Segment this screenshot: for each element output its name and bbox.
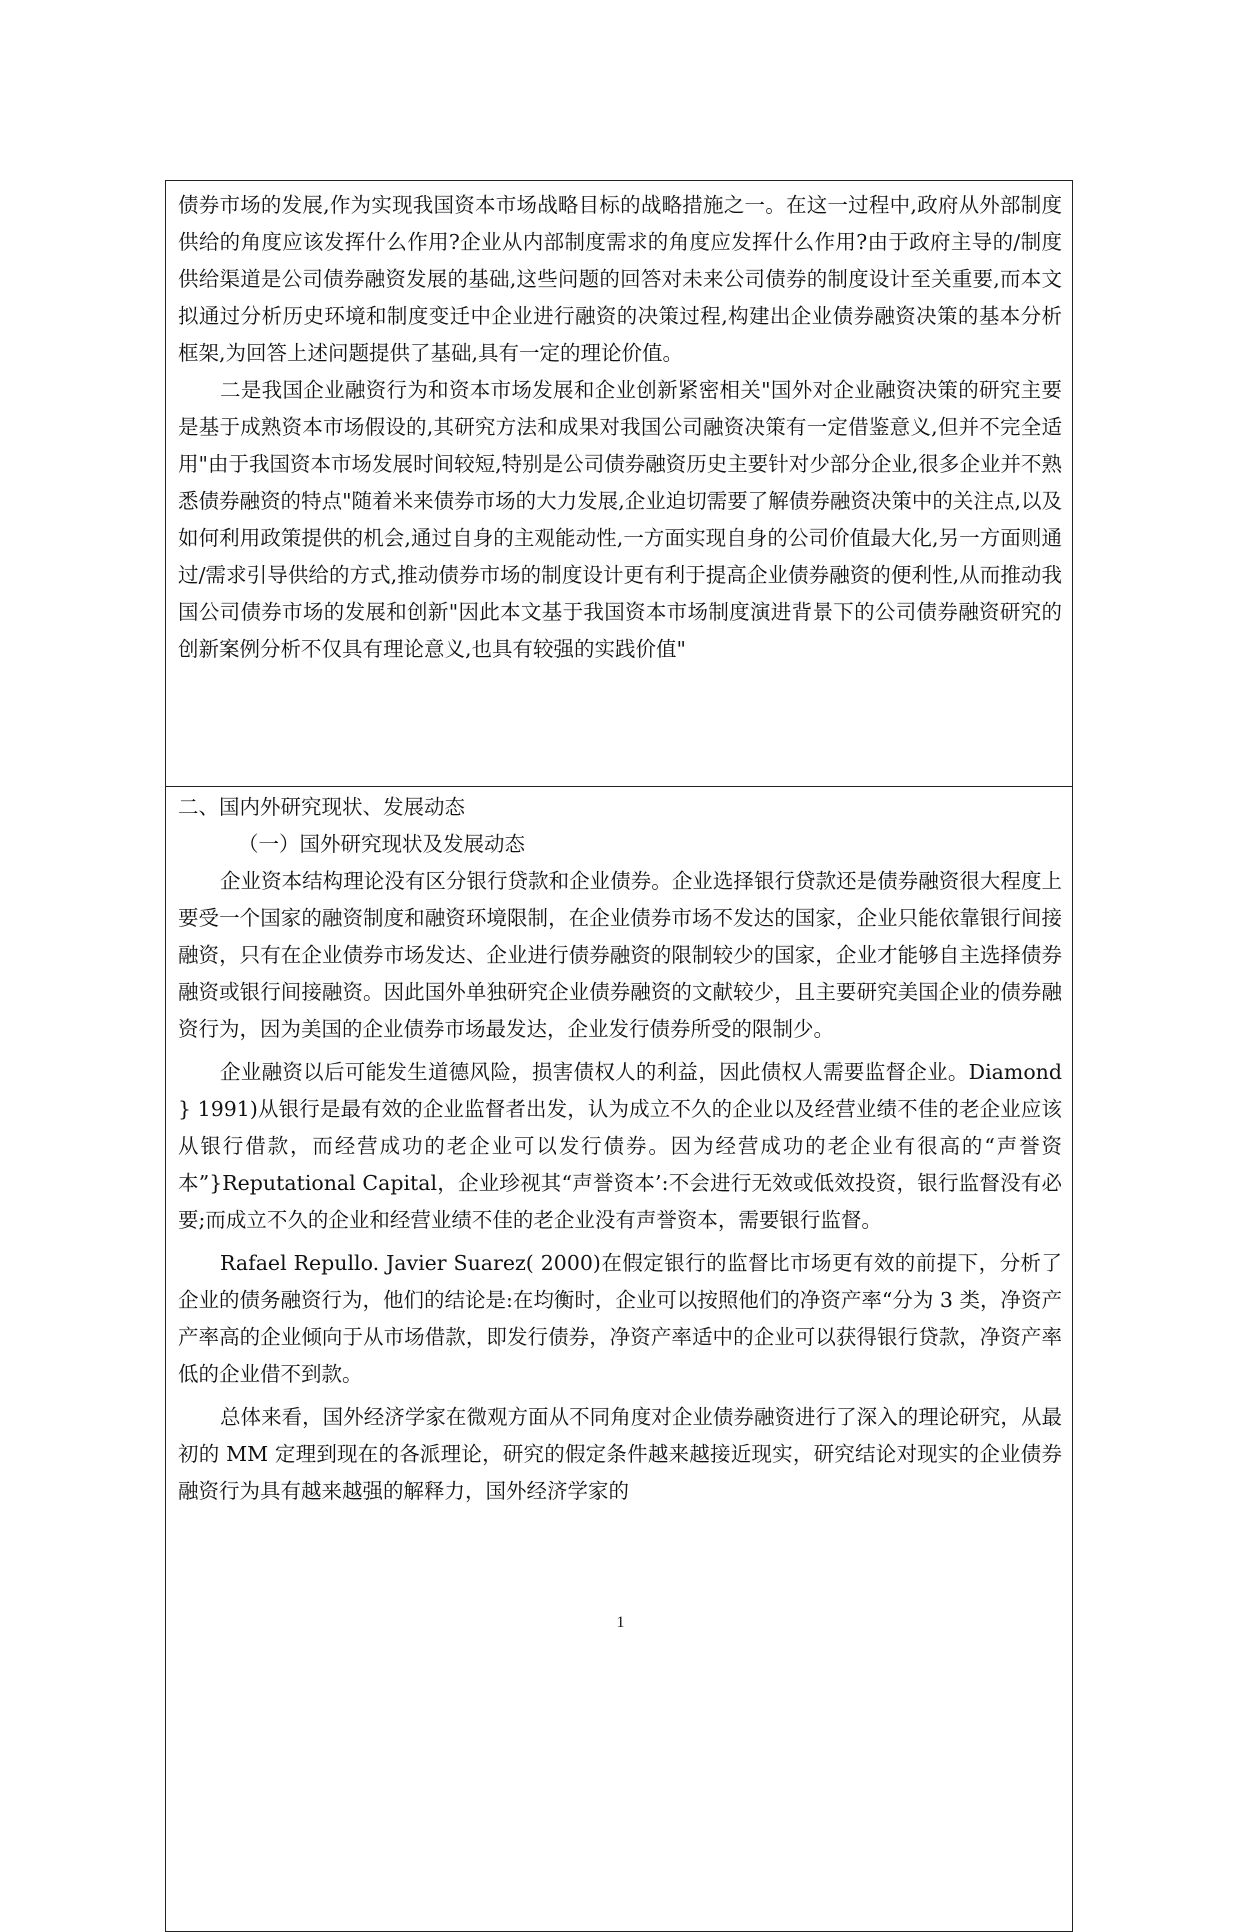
section-subheading: （一）国外研究现状及发展动态 [238,832,525,856]
paragraph: Rafael Repullo. Javier Suarez( 2000)在假定银行的监督比市场更有效的前提下，分析了企业的债务融资行为，他们的结论是:在均衡时，企业可以按照他们的净资产率“分为 3 类，净资产产率高的企业倾向于从市场借款，即发行债券，净资产率适中的企业可以获得银行贷款，净资产率低的企业借不到款。 [178,1251,1062,1386]
paragraph: 二是我国企业融资行为和资本市场发展和企业创新紧密相关"国外对企业融资决策的研究主要是基于成熟资本市场假设的,其研究方法和成果对我国公司融资决策有一定借鉴意义,但并不完全适用"由于我国资本市场发展时间较短,特别是公司债券融资历史主要针对少部分企业,很多企业并不熟悉债券融资的特点"随着米来债券市场的大力发展,企业迫切需要了解债券融资决策中的关注点,以及如何利用政策提供的机会,通过自身的主观能动性,一方面实现自身的公司价值最大化,另一方面则通过/需求引导供给的方式,推动债券市场的制度设计更有利于提高企业债券融资的便利性,从而推动我国公司债券市场的发展和创新"因此本文基于我国资本市场制度演进背景下的公司债券融资研究的创新案例分析不仅具有理论意义,也具有较强的实践价值" [178,378,1062,661]
paragraph: 总体来看，国外经济学家在微观方面从不同角度对企业债券融资进行了深入的理论研究，从最初的 MM 定理到现在的各派理论，研究的假定条件越来越接近现实，研究结论对现实的企业债券融资行为具有越来越强的解释力，国外经济学家的 [178,1405,1062,1503]
paragraph: 企业融资以后可能发生道德风险，损害债权人的利益，因此债权人需要监督企业。Diamond } 1991)从银行是最有效的企业监督者出发，认为成立不久的企业以及经营业绩不佳的老企业应该从银行借款，而经营成功的老企业可以发行债券。因为经营成功的老企业有很高的“声誉资本”}Reputational Capital，企业珍视其“声誉资本’:不会进行无效或低效投资，银行监督没有必要;而成立不久的企业和经营业绩不佳的老企业没有声誉资本，需要银行监督。 [178,1060,1062,1232]
paragraph: 债券市场的发展,作为实现我国资本市场战略目标的战略措施之一。在这一过程中,政府从外部制度供给的角度应该发挥什么作用?企业从内部制度需求的角度应发挥什么作用?由于政府主导的/制度供给渠道是公司债券融资发展的基础,这些问题的回答对未来公司债券的制度设计至关重要,而本文拟通过分析历史环境和制度变迁中企业进行融资的决策过程,构建出企业债券融资决策的基本分析框架,为回答上述问题提供了基础,具有一定的理论价值。 [178,193,1062,365]
section-heading: 二、国内外研究现状、发展动态 [178,795,465,819]
page-number: 1 [616,1614,625,1631]
paragraph: 企业资本结构理论没有区分银行贷款和企业债券。企业选择银行贷款还是债券融资很大程度上要受一个国家的融资制度和融资环境限制，在企业债券市场不发达的国家，企业只能依靠银行间接融资，只有在企业债券市场发达、企业进行债券融资的限制较少的国家，企业才能够自主选择债券融资或银行间接融资。因此国外单独研究企业债券融资的文献较少，且主要研究美国企业的债券融资行为，因为美国的企业债券市场最发达，企业发行债券所受的限制少。 [178,869,1062,1041]
form-table [165,180,1073,1932]
section-two-cell [166,787,1072,1931]
section-one-cell [166,181,1072,787]
